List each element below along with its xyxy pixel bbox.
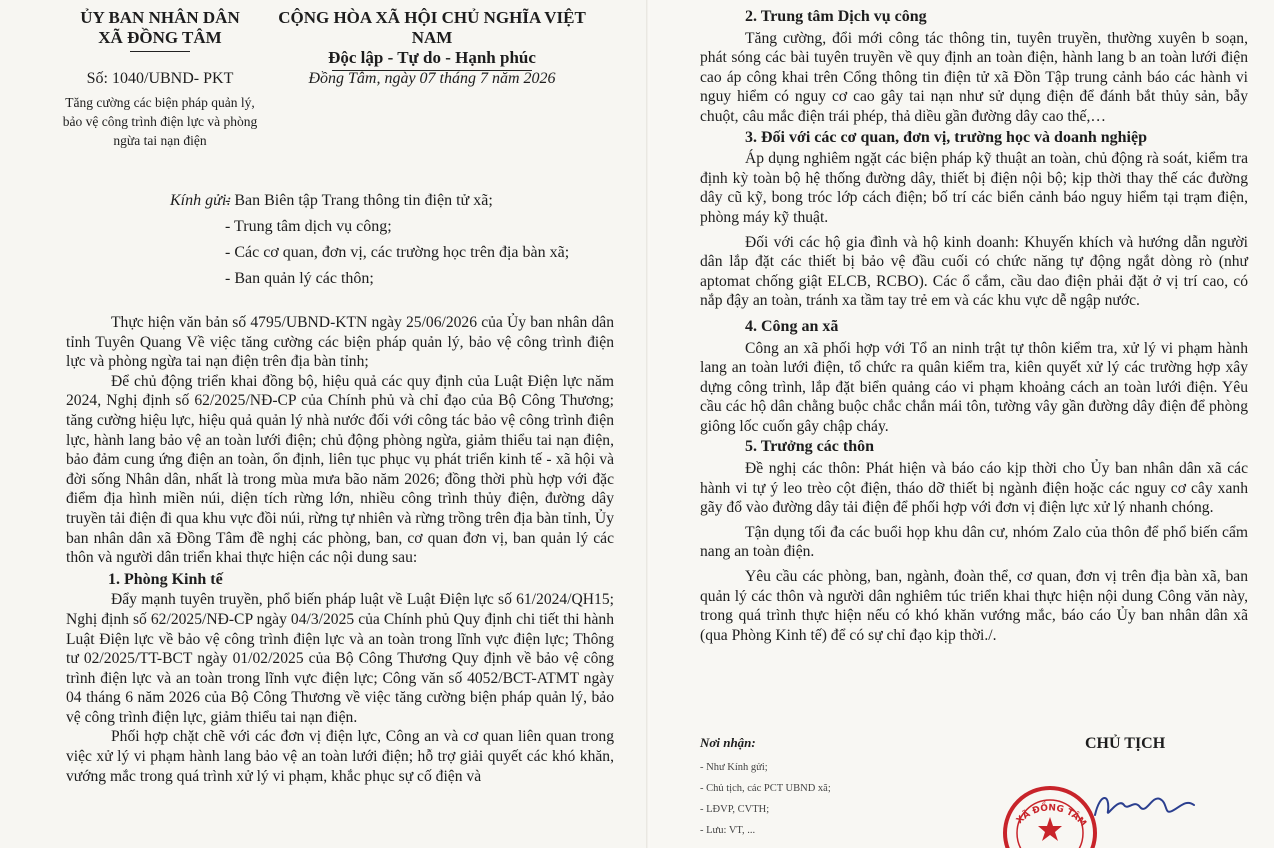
signer-title: CHỦ TỊCH [1085,735,1166,752]
nation-motto: Độc lập - Tự do - Hạnh phúc [328,48,536,67]
recipient-item: - Ban Biên tập Trang thông tin điện tử xã; [225,192,493,209]
paragraph: Công an xã phối hợp với Tổ an ninh trật tự thôn kiểm tra, xử lý vi phạm hành lang an toàn lưới điện, tổ chức ra quân kiểm tra, kiên quyết xử lý các trường hợp xây dựng công trình, lắp đặt biển quảng cáo vi phạm khoảng cách an toàn lưới điện. Yêu cầu các hộ dân chằng buộc chắc chắn mái tôn, tường vây gần đường dây điện để phòng giông lốc cuốn gây chập cháy. [700,339,1248,435]
paragraph: Yêu cầu các phòng, ban, ngành, đoàn thể, cơ quan, đơn vị trên địa bàn xã, ban quản lý các thôn và người dân nghiêm túc triển khai thực hiện nội dung Công văn này, trong quá trình thực hiện nếu có khó khăn vướng mắc, báo cáo Ủy ban nhân dân xã (qua Phòng Kinh tế) để có sự chỉ đạo kịp thời./. [700,568,1248,644]
left-body-text [66,313,614,786]
distribution-item: - Chủ tịch, các PCT UBND xã; [700,783,831,794]
distribution-item: - Như Kính gửi; [700,762,768,773]
nation-line1: CỘNG HÒA XÃ HỘI CHỦ NGHĨA VIỆT NAM [278,8,586,47]
paragraph: Thực hiện văn bản số 4795/UBND-KTN ngày 25/06/2026 của Ủy ban nhân dân tỉnh Tuyên Quang Về việc tăng cường các biện pháp quản lý, bảo vệ công trình điện lực và phòng ngừa tai nạn điện trên địa bàn tỉnh; [66,314,614,371]
issuing-agency [60,8,260,52]
distribution-list [700,757,831,841]
date-line: Đồng Tâm, ngày 07 tháng 7 năm 2026 [308,70,556,87]
document-number: Số: 1040/UBND- PKT [86,70,234,87]
section-heading: 1. Phòng Kinh tế [108,570,223,588]
paragraph: Tận dụng tối đa các buổi họp khu dân cư, nhóm Zalo của thôn để phổ biến cẩm nang an toàn điện. [700,523,1248,561]
section-heading: 5. Trưởng các thôn [745,438,874,456]
section-heading: 3. Đối với các cơ quan, đơn vị, trường học và doanh nghiệp [745,128,1147,146]
distribution-item: - Lưu: VT, ... [700,825,756,836]
recipient-item: - Ban quản lý các thôn; [225,270,374,287]
agency-underline [130,51,190,52]
spacer [700,311,1248,316]
paragraph: Đối với các hộ gia đình và hộ kinh doanh: Khuyến khích và hướng dẫn người dân lắp đặt các thiết bị bảo vệ đầu cuối có chức năng tự động ngắt dòng rò (như aptomat chống giật ELCB, RCBO). Các ổ cắm, cầu dao điện phải đặt ở vị trí cao, có nắp đậy an toàn, tránh xa tầm tay trẻ em và các khu vực dễ ngập nước. [700,233,1248,310]
right-body-text [700,6,1248,645]
section-heading: 2. Trung tâm Dịch vụ công [745,8,927,25]
document-subject: Tăng cường các biện pháp quản lý, bảo vệ công trình điện lực và phòng ngừa tai nạn điện [62,95,258,148]
recipients-label: Kính gửi: [170,192,232,209]
paragraph: Để chủ động triển khai đồng bộ, hiệu quả các quy định của Luật Điện lực năm 2024, Nghị định số 62/2025/NĐ-CP của Chính phủ và chỉ đạo của Bộ Công Thương; tăng cường hiệu lực, hiệu quả quản lý nhà nước đối với công tác bảo vệ công trình điện lực, hành lang bảo vệ an toàn lưới điện; chủ động phòng ngừa, giảm thiểu tai nạn điện, bảo đảm cung ứng điện an toàn, ổn định, liên tục phục vụ phát triển kinh tế - xã hội và đời sống Nhân dân, nhất là trong mùa mưa bão năm 2026; đồng thời phù hợp với đặc điểm địa hình miền núi, diện tích rừng lớn, nhiều công trình thủy điện, đường dây truyền tải điện đi qua khu vực đồi núi, rừng tự nhiên và rừng trồng trên địa bàn tỉnh, Ủy ban nhân dân xã Đồng Tâm đề nghị các phòng, ban, cơ quan đơn vị, ban quản lý các thôn và người dân triển khai thực hiện các nội dung sau: [66,372,614,567]
recipients-block [170,188,569,292]
right-page [650,0,1274,848]
recipient-item: - Trung tâm dịch vụ công; [225,218,392,235]
distribution-item: - LĐVP, CVTH; [700,804,770,815]
distribution-title: Nơi nhận: [700,735,756,750]
paragraph: Áp dụng nghiêm ngặt các biện pháp kỹ thuật an toàn, chủ động rà soát, kiểm tra định kỳ toàn bộ hệ thống đường dây, thiết bị điện nội bộ; kịp thời thay thế các đường dây cũ kỹ, bong tróc lớp cách điện; bố trí các biển cảnh báo nguy hiểm tại trạm điện, phòng máy kỹ thuật. [700,150,1248,226]
paragraph: Tăng cường, đổi mới công tác thông tin, tuyên truyền, thường xuyên b soạn, phát sóng các bài tuyên truyền về quy định an toàn điện, hành lang b an toàn lưới điện cao áp công khai trên Cổng thông tin điện tử xã Đồn Tập trung cảnh báo các hành vi nguy hiểm có nguy cơ cao gây tai nạn như sử dụng điện để đánh bắt thủy sản, bẫy chuột, câu mắc điện trái phép, thả diều gần đường dây cao thế,… [700,29,1248,125]
paragraph: Đề nghị các thôn: Phát hiện và báo cáo kịp thời cho Ủy ban nhân dân xã các hành vi tự ý leo trèo cột điện, tháo dỡ thiết bị ngành điện hoặc các nguy cơ cây xanh gãy đổ vào đường dây tải điện để phối hợp với đơn vị điện lực xử lý nhanh chóng. [700,460,1248,517]
agency-line1: ỦY BAN NHÂN DÂN [80,8,240,27]
national-heading [262,8,602,71]
section-heading: 4. Công an xã [745,317,839,335]
paragraph: Phối hợp chặt chẽ với các đơn vị điện lực, Công an và cơ quan liên quan trong việc xử lý vi phạm hành lang bảo vệ an toàn lưới điện; hỗ trợ giải quyết các khó khăn, vướng mắc trong quá trình xử lý vi phạm, khắc phục sự cố điện và [66,728,614,785]
agency-line2: XÃ ĐỒNG TÂM [98,28,222,47]
paragraph: Đẩy mạnh tuyên truyền, phổ biến pháp luật về Luật Điện lực số 61/2024/QH15; Nghị định số 62/2025/NĐ-CP ngày 04/3/2025 của Chính phủ Quy định chi tiết thi hành Luật Điện lực về bảo vệ công trình điện lực và an toàn trong lĩnh vực điện lực; Thông tư 02/2025/TT-BCT ngày 01/02/2025 của Bộ Công Thương Quy định về bảo vệ công trình điện lực và an toàn trong lĩnh vực điện lực; Công văn số 4052/BCT-ATMT ngày 04 tháng 6 năm 2026 của Bộ Công Thương về việc tăng cường biện pháp quản lý, bảo vệ công trình điện lực, giảm thiểu tai nạn điện. [66,591,614,726]
recipient-item: - Các cơ quan, đơn vị, các trường học trên địa bàn xã; [225,244,570,261]
seal-text: XÃ ĐỒNG TÂM [1014,803,1088,829]
handwritten-signature [1090,785,1200,825]
official-seal [1000,777,1100,848]
